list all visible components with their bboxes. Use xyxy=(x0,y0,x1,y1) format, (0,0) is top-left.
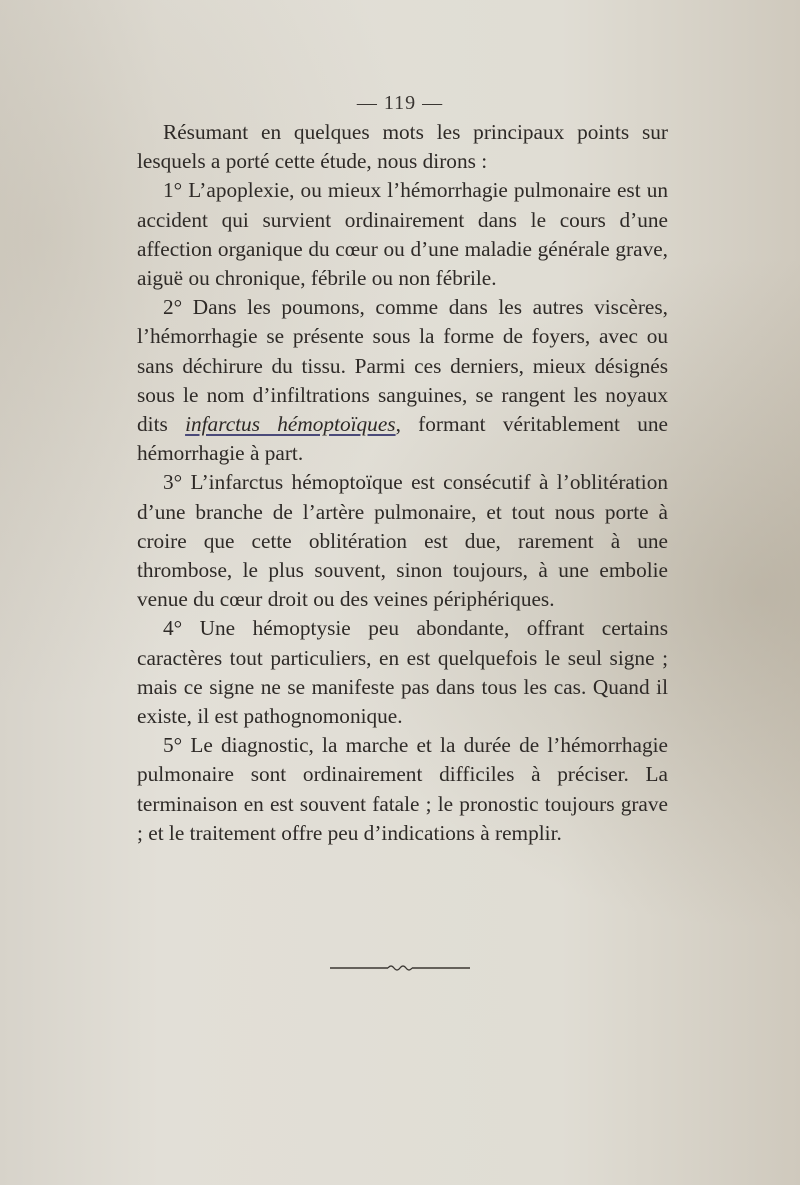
paragraph-2-after: , formant véritablement une hémorrhagie à part. xyxy=(137,412,668,466)
paragraph-2 xyxy=(137,293,668,468)
paragraph-1: 1° L’apoplexie, ou mieux l’hémorrhagie pulmonaire est un accident qui survient ordinairement dans le cours d’une affection organique du cœur ou d’une maladie générale grave, aiguë ou chronique, fébrile ou non fébrile. xyxy=(137,178,668,291)
paragraph-4: 4° Une hémoptysie peu abondante, offrant certains caractères tout particuliers, en est quelquefois le seul signe ; mais ce signe ne se manifeste pas dans tous les cas. Quand il existe, il est pathognomonique. xyxy=(137,616,668,729)
paragraph-3: 3° L’infarctus hémoptoïque est consécutif à l’oblitération d’une branche de l’artère pulmonaire, et tout nous porte à croire que cette oblitération est due, rarement à une thrombose, le plus souvent, sinon toujours, à une embolie venue du cœur droit ou des veines périphériques. xyxy=(137,470,668,612)
closing-ornament xyxy=(330,962,470,974)
paragraph-5: 5° Le diagnostic, la marche et la durée de l’hémorrhagie pulmonaire sont ordinairement difficiles à préciser. La terminaison en est souvent fatale ; le pronostic toujours grave ; et le traitement offre peu d’indications à remplir. xyxy=(137,733,668,845)
page-number: — 119 — xyxy=(356,92,444,114)
paragraph-intro: Résumant en quelques mots les principaux points sur lesquels a porté cette étude, nous dirons : xyxy=(137,120,668,174)
paragraph-2-italic-term: infarctus hémoptoïques xyxy=(185,412,396,437)
paragraph-2-before: 2° Dans les poumons, comme dans les autres viscères, l’hémorrhagie se présente sous la forme de foyers, avec ou sans déchirure du tissu. Parmi ces derniers, mieux désignés sous le nom d’infiltrations sanguines, se rangent les noyaux dits xyxy=(137,295,668,437)
body-text xyxy=(137,118,668,848)
